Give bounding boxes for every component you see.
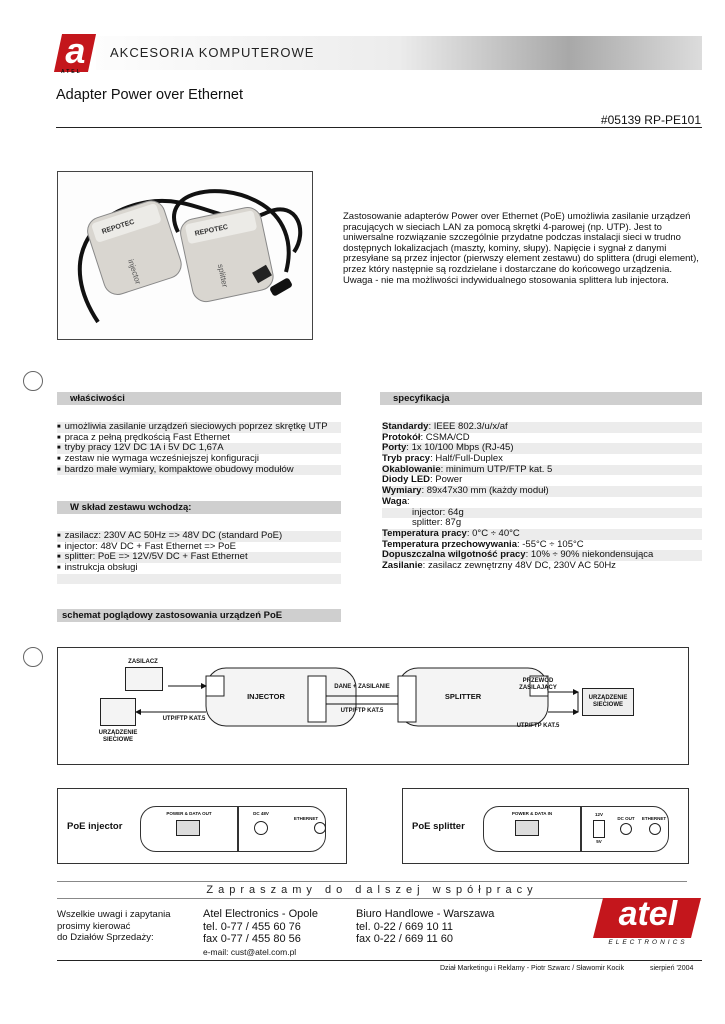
spec-key: Standardy <box>382 421 429 432</box>
power-supply-label: ZASILACZ <box>128 659 158 665</box>
kit-item: ■ zasilacz: 230V AC 50Hz => 48V DC (standard PoE) <box>57 531 341 542</box>
port-label: 5V <box>596 839 602 844</box>
spec-key: Protokół <box>382 431 421 443</box>
spec-row <box>382 561 702 572</box>
category-title: AKCESORIA KOMPUTEROWE <box>110 45 315 60</box>
spec-value: : IEEE 802.3/u/x/af <box>428 421 508 432</box>
binder-hole <box>23 647 43 667</box>
splitter-panel <box>402 788 689 864</box>
cable-label: UTP/FTP KAT.5 <box>162 716 206 722</box>
kit-item: ■ splitter: PoE => 12V/5V DC + Fast Ethernet <box>57 552 341 563</box>
atel-logo-mark: a <box>54 34 96 72</box>
atel-logo: atel <box>593 898 701 938</box>
spec-value: : minimum UTP/FTP kat. 5 <box>440 463 553 475</box>
splitter-brand: REPOTEC <box>194 223 229 238</box>
spec-value: : 0°C ÷ 40°C <box>466 527 520 539</box>
spec-key: Wymiary <box>382 485 422 497</box>
data-power-label: DANE + ZASILANIE <box>334 684 390 690</box>
spec-key: Tryb pracy <box>382 453 431 465</box>
spec-key: Temperatura pracy <box>382 527 467 539</box>
credits: Dział Marketingu i Reklamy - Piotr Szwarc / Sławomir Kocik <box>440 965 624 972</box>
injector-label: INJECTOR <box>247 692 285 701</box>
product-description: Zastosowanie adapterów Power over Ethernet (PoE) umożliwia zasilanie urządzeń pracujących w sieciach LAN za pomocą skrętki 4-parowej (np. UTP). Jest to uniwersalne rozwiązanie szczególnie przydatne podczas instalacji sieci w trudno dostępnych lokalizacjach (maszty, kominy, słupy). Napięcie i sygnał z danymi przesyłane są przez injector (pierwszy element zestawu) do splittera (drugi element), przez który następnie są rozdzielane i dostarczane do końcowego urządzenia. Uwaga - nie ma możliwości indywidualnego stosowania splittera lub injectora. <box>343 211 699 286</box>
spec-value: : Half/Full-Duplex <box>430 453 503 465</box>
spec-key: Waga <box>382 495 407 507</box>
category-banner <box>96 36 702 70</box>
poe-schematic <box>57 647 689 765</box>
rj45-port-icon <box>176 820 200 836</box>
splitter-module <box>178 205 276 304</box>
contact-note: Wszelkie uwagi i zapytania prosimy kierować do Działów Sprzedaży: <box>57 909 171 943</box>
injector-brand: REPOTEC <box>101 218 136 236</box>
spec-row <box>382 486 702 497</box>
feature-item: ■ tryby pracy 12V DC 1A i 5V DC 1,67A <box>57 443 341 454</box>
led-icon <box>649 823 661 835</box>
spec-key: Dopuszczalna wilgotność pracy <box>382 549 526 561</box>
kit-item: ■ instrukcja obsługi <box>57 563 341 574</box>
port-label: DC OUT <box>617 816 635 821</box>
product-photo <box>57 171 313 340</box>
rj45-port-icon <box>515 820 539 836</box>
injector-label: injector <box>126 258 143 286</box>
binder-hole <box>23 371 43 391</box>
dc-out-icon <box>620 823 632 835</box>
led-icon <box>314 822 326 834</box>
spec-key: Temperatura przechowywania <box>382 538 517 550</box>
spec-value: injector: 64g <box>412 506 464 518</box>
spec-key: Diody LED <box>382 474 431 486</box>
spec-value: : 10% ÷ 90% niekondensująca <box>525 549 654 561</box>
kit-header: W skład zestawu wchodzą: <box>57 501 341 514</box>
contact-warszawa: Biuro Handlowe - Warszawa tel. 0-22 / 669 10 11 fax 0-22 / 669 11 60 <box>356 908 495 945</box>
kit-item: ■ injector: 48V DC + Fast Ethernet => PoE <box>57 542 341 553</box>
port-label: ETHERNET <box>293 816 319 821</box>
spec-value: : 89x47x30 mm (każdy moduł) <box>421 485 549 497</box>
spec-value: : zasilacz zewnętrzny 48V DC, 230V AC 50Hz <box>422 559 616 571</box>
dc-jack-icon <box>254 821 268 835</box>
port-label: ETHERNET <box>641 816 667 821</box>
contact-opole: Atel Electronics - Opole tel. 0-77 / 455 60 76 fax 0-77 / 455 80 56 e-mail: cust@atel.com.pl <box>203 908 318 957</box>
features-header: właściwości <box>57 392 341 405</box>
product-title: Adapter Power over Ethernet <box>56 87 243 103</box>
spec-value: splitter: 87g <box>412 517 462 529</box>
spec-value: : 1x 10/100 Mbps (RJ-45) <box>406 442 514 454</box>
title-divider <box>56 127 702 128</box>
spec-key: Zasilanie <box>382 559 423 571</box>
port-label: POWER & DATA IN <box>511 811 553 816</box>
footer-divider <box>57 881 687 882</box>
spec-value: : Power <box>430 474 463 486</box>
cable-label: UTP/FTP KAT.5 <box>516 723 560 729</box>
splitter-panel-title: PoE splitter <box>412 821 465 832</box>
date: sierpień '2004 <box>650 965 694 972</box>
feature-item: ■ zestaw nie wymaga wcześniejszej konfiguracji <box>57 454 341 465</box>
product-code: #05139 RP-PE101 <box>600 113 701 127</box>
atel-logo-text: ATEL <box>61 69 82 75</box>
spec-table <box>382 422 702 572</box>
network-device-right: URZĄDZENIE SIECIOWE <box>582 688 634 716</box>
footer-divider <box>57 898 687 899</box>
splitter-label: SPLITTER <box>444 692 482 701</box>
bottom-divider <box>57 960 702 961</box>
features-list <box>57 422 341 475</box>
injector-panel <box>57 788 347 864</box>
feature-item: ■ bardzo małe wymiary, kompaktowe obudowy modułów <box>57 465 341 476</box>
email-link[interactable]: e-mail: cust@atel.com.pl <box>203 946 297 957</box>
network-device-left <box>100 698 136 726</box>
power-cable-label: PRZEWÓD ZASILAJĄCY <box>519 678 557 691</box>
voltage-switch-icon <box>593 820 605 838</box>
spec-value: : CSMA/CD <box>420 431 470 443</box>
spec-value: : -55°C ÷ 105°C <box>516 538 584 550</box>
network-device-left-label: URZĄDZENIE SIECIOWE <box>98 730 138 743</box>
spec-header: specyfikacja <box>380 392 702 405</box>
cable-label: UTP/FTP KAT.5 <box>340 708 384 714</box>
port-label: POWER & DATA OUT <box>166 811 212 816</box>
spec-key: Porty <box>382 442 407 454</box>
feature-item: ■ umożliwia zasilanie urządzeń sieciowych poprzez skrętkę UTP <box>57 422 341 433</box>
port-label: DC 48V <box>253 811 269 816</box>
footer-slogan: Zapraszamy do dalszej współpracy <box>206 884 538 896</box>
spec-key: Okablowanie <box>382 463 441 475</box>
injector-module <box>84 197 185 298</box>
splitter-label: splitter <box>215 263 230 289</box>
spec-value: : <box>406 495 410 507</box>
kit-list <box>57 531 341 584</box>
atel-logo-subtitle: ELECTRONICS <box>608 939 688 946</box>
power-supply-box <box>125 667 163 691</box>
schematic-header: schemat poglądowy zastosowania urządzeń PoE <box>57 609 341 622</box>
port-label: 12V <box>594 812 603 817</box>
injector-panel-title: PoE injector <box>67 821 123 832</box>
feature-item: ■ praca z pełną prędkością Fast Ethernet <box>57 433 341 444</box>
